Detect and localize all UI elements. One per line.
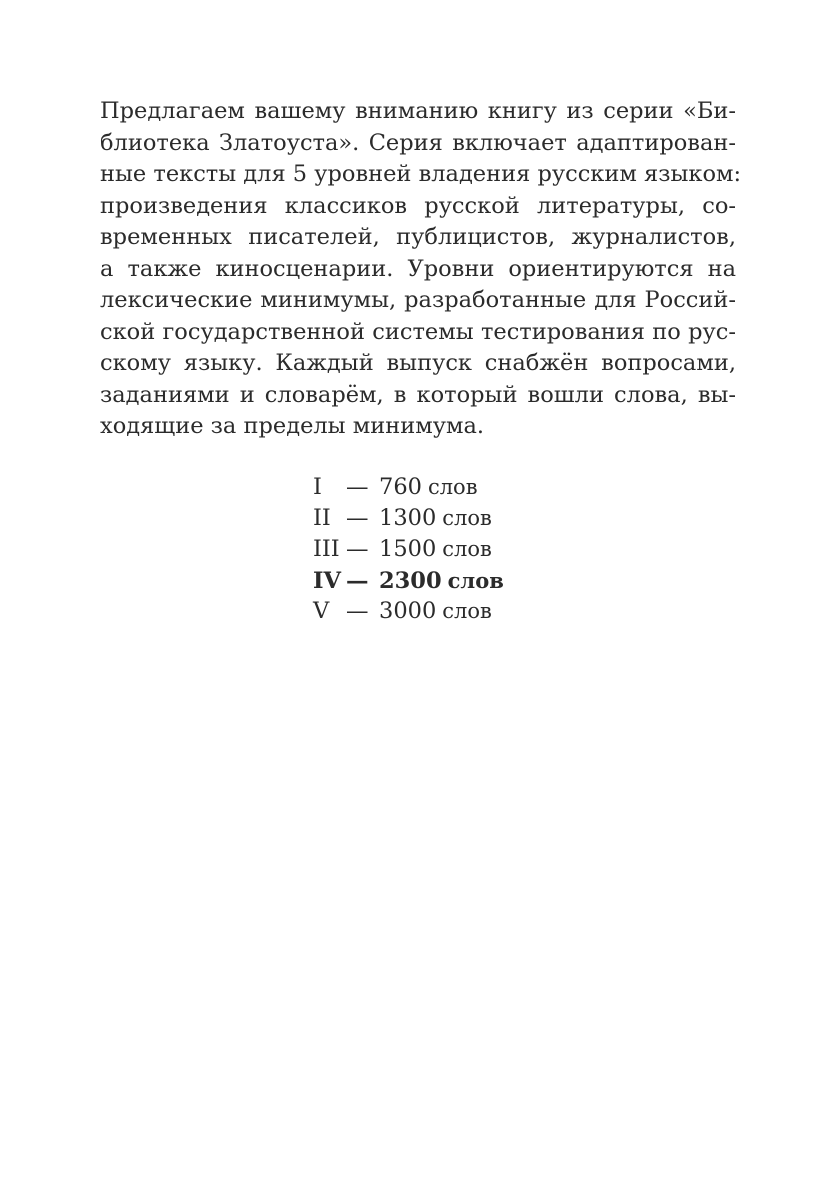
level-dash: — — [346, 505, 369, 531]
level-dash: — — [346, 474, 369, 500]
level-dash: — — [346, 598, 369, 624]
level-unit: слов — [442, 599, 492, 623]
level-numeral: V — [313, 598, 330, 624]
paragraph-line: лексические минимумы, разработанные для Россий- — [100, 287, 736, 313]
level-row — [313, 472, 504, 503]
paragraph-line: скому языку. Каждый выпуск снабжён вопросами, — [100, 350, 736, 376]
level-numeral: I — [313, 474, 322, 500]
level-unit: слов — [442, 506, 492, 530]
level-word-count: 1500 — [379, 536, 437, 562]
level-dash: — — [346, 568, 369, 594]
level-dash: — — [346, 536, 369, 562]
level-unit: слов — [427, 475, 478, 499]
paragraph-line: временных писателей, публицистов, журналистов, — [100, 224, 736, 250]
intro-paragraph — [100, 96, 742, 443]
level-unit: слов — [447, 568, 504, 593]
paragraph-line: произведения классиков русской литературы, со- — [100, 192, 736, 219]
level-row — [313, 596, 504, 627]
paragraph-line: заданиями и словарём, в который вошли слова, вы- — [100, 381, 736, 408]
levels-list — [313, 472, 504, 627]
level-word-count: 1300 — [379, 505, 437, 531]
paragraph-line: ные тексты для 5 уровней владения русским языком: — [100, 161, 742, 187]
level-numeral: IV — [313, 568, 341, 594]
paragraph-line: ходящие за пределы минимума. — [100, 413, 485, 439]
level-word-count: 760 — [379, 474, 422, 500]
level-word-count: 2300 — [379, 568, 442, 594]
level-unit: слов — [442, 537, 492, 561]
level-word-count: 3000 — [379, 598, 437, 624]
level-row-highlighted — [313, 565, 504, 596]
paragraph-line: а также киносценарии. Уровни ориентируются на — [100, 255, 736, 282]
level-numeral: III — [313, 536, 340, 562]
paragraph-line: Предлагаем вашему вниманию книгу из серии «Би- — [100, 98, 736, 124]
paragraph-line: ской государственной системы тестирования по рус- — [100, 318, 736, 345]
paragraph-line: блиотека Златоуста». Серия включает адаптирован- — [100, 129, 736, 156]
level-row — [313, 534, 504, 565]
level-row — [313, 503, 504, 534]
level-numeral: II — [313, 505, 331, 531]
